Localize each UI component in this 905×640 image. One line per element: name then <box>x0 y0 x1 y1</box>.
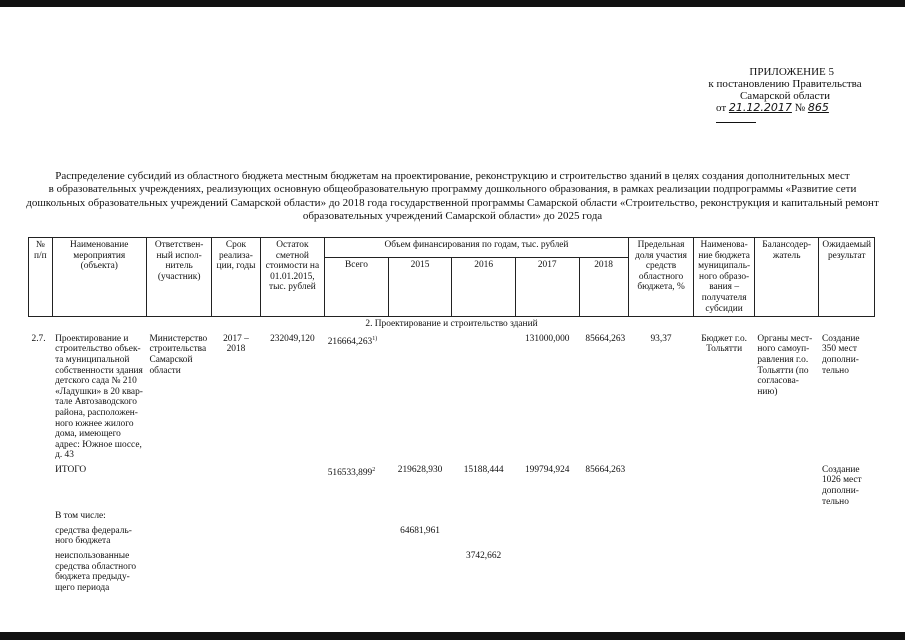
appendix-date: 21.12.2017 <box>728 101 792 114</box>
federal-label: средства федераль-ного бюджета <box>55 525 132 547</box>
row-name: Проектирование и строительство объек-та муниципальной собственности здания детского сада № 210 «Ладушки» в 20 квар-тале Автозаводского района, расположен-ного южнее жилого дома, имеющего адрес: Южное шоссе, д. 43 <box>55 333 143 461</box>
number-label: № <box>794 102 806 114</box>
row-executor: Министерство строительства Самарской области <box>149 333 208 376</box>
row-total: 216664,263 <box>327 336 373 347</box>
row-2016 <box>452 332 516 463</box>
itogo-result: Создание 1026 мест дополни-тельно <box>821 464 862 507</box>
appendix-line2: Самарской области <box>739 90 831 102</box>
subsidy-table <box>28 237 875 595</box>
header-total: Всего <box>325 258 389 317</box>
section-heading: 2. Проектирование и строительство зданий <box>365 319 538 330</box>
document-title <box>20 170 885 224</box>
appendix-line1: к постановлению Правительства <box>708 78 862 90</box>
header-2016: 2016 <box>452 258 516 317</box>
appendix-title: ПРИЛОЖЕНИЕ 5 <box>749 66 834 78</box>
header-share: Предельная доля участия средств областного бюджета, % <box>628 238 694 317</box>
header-holder: Балансодер-жатель <box>754 238 819 317</box>
header-num: № п/п <box>29 238 53 317</box>
itogo-2016: 15188,444 <box>463 464 504 475</box>
federal-2015: 64681,961 <box>400 525 440 536</box>
header-executor: Ответствен-ный испол-нитель (участник) <box>146 238 211 317</box>
row-total-footnote: 1) <box>372 335 378 342</box>
row-budget: Бюджет г.о. Тольятти <box>701 333 747 355</box>
header-2017: 2017 <box>515 258 579 317</box>
top-border <box>0 0 905 7</box>
unused-2016: 3742,662 <box>466 551 502 562</box>
row-balance: 232049,120 <box>270 333 315 344</box>
including-label: В том числе: <box>55 511 106 522</box>
row-2015 <box>388 332 452 463</box>
itogo-2017: 199794,924 <box>524 464 570 475</box>
header-result: Ожидаемый результат <box>819 238 875 317</box>
header-2015: 2015 <box>388 258 452 317</box>
itogo-label: ИТОГО <box>55 464 87 475</box>
itogo-2018: 85664,263 <box>585 464 626 475</box>
unused-label: неиспользованные средства областного бюджета предыду-щего периода <box>55 551 137 593</box>
row-2017: 131000,000 <box>524 333 570 344</box>
row-term: 2017 – 2018 <box>223 333 249 355</box>
title-line1: Распределение субсидий из областного бюджета местным бюджетам на проектирование, реконструкцию и строительство зданий в целях создания дополнительных мест <box>55 170 850 182</box>
header-2018: 2018 <box>579 258 628 317</box>
itogo-total-footnote: 2 <box>372 466 376 473</box>
itogo-total-cell <box>325 463 389 509</box>
appendix-date-line <box>700 102 870 126</box>
header-name: Наименование мероприятия (объекта) <box>52 238 146 317</box>
appendix-block <box>700 66 870 126</box>
title-line2: в образовательных учреждениях, реализующих основную общеобразовательную программу дошкольного образования, в рамках реализации подпрограммы «Развитие сети <box>48 183 857 196</box>
row-2018: 85664,263 <box>585 333 626 344</box>
from-label: от <box>716 102 727 114</box>
title-line4: образовательных учреждений Самарской области» до 2025 года <box>302 210 603 223</box>
itogo-2015: 219628,930 <box>397 464 443 475</box>
title-line3: дошкольных образовательных учреждений Самарской области» до 2018 года государственной программы Самарской области «Строительство, реконструкция и капитальный ремонт <box>26 196 879 209</box>
appendix-number: 865 <box>807 101 829 114</box>
row-holder: Органы мест-ного самоуп-равления г.о. Тольятти (по согласова-нию) <box>757 333 813 397</box>
row-total-cell <box>325 332 389 463</box>
header-funding: Объем финансирования по годам, тыс. рублей <box>325 238 629 258</box>
row-share: 93,37 <box>650 333 672 344</box>
itogo-total: 516533,899 <box>327 468 373 478</box>
row-num: 2.7. <box>31 333 46 344</box>
row-result: Создание 350 мест дополни-тельно <box>821 333 860 376</box>
bottom-border <box>0 632 905 640</box>
header-balance: Остаток сметной стоимости на 01.01.2015, тыс. рублей <box>260 238 325 317</box>
header-budget: Наименова-ние бюджета муниципаль-ного образо-вания – получателя субсидии <box>694 238 755 317</box>
header-term: Срок реализа-ции, годы <box>212 238 260 317</box>
